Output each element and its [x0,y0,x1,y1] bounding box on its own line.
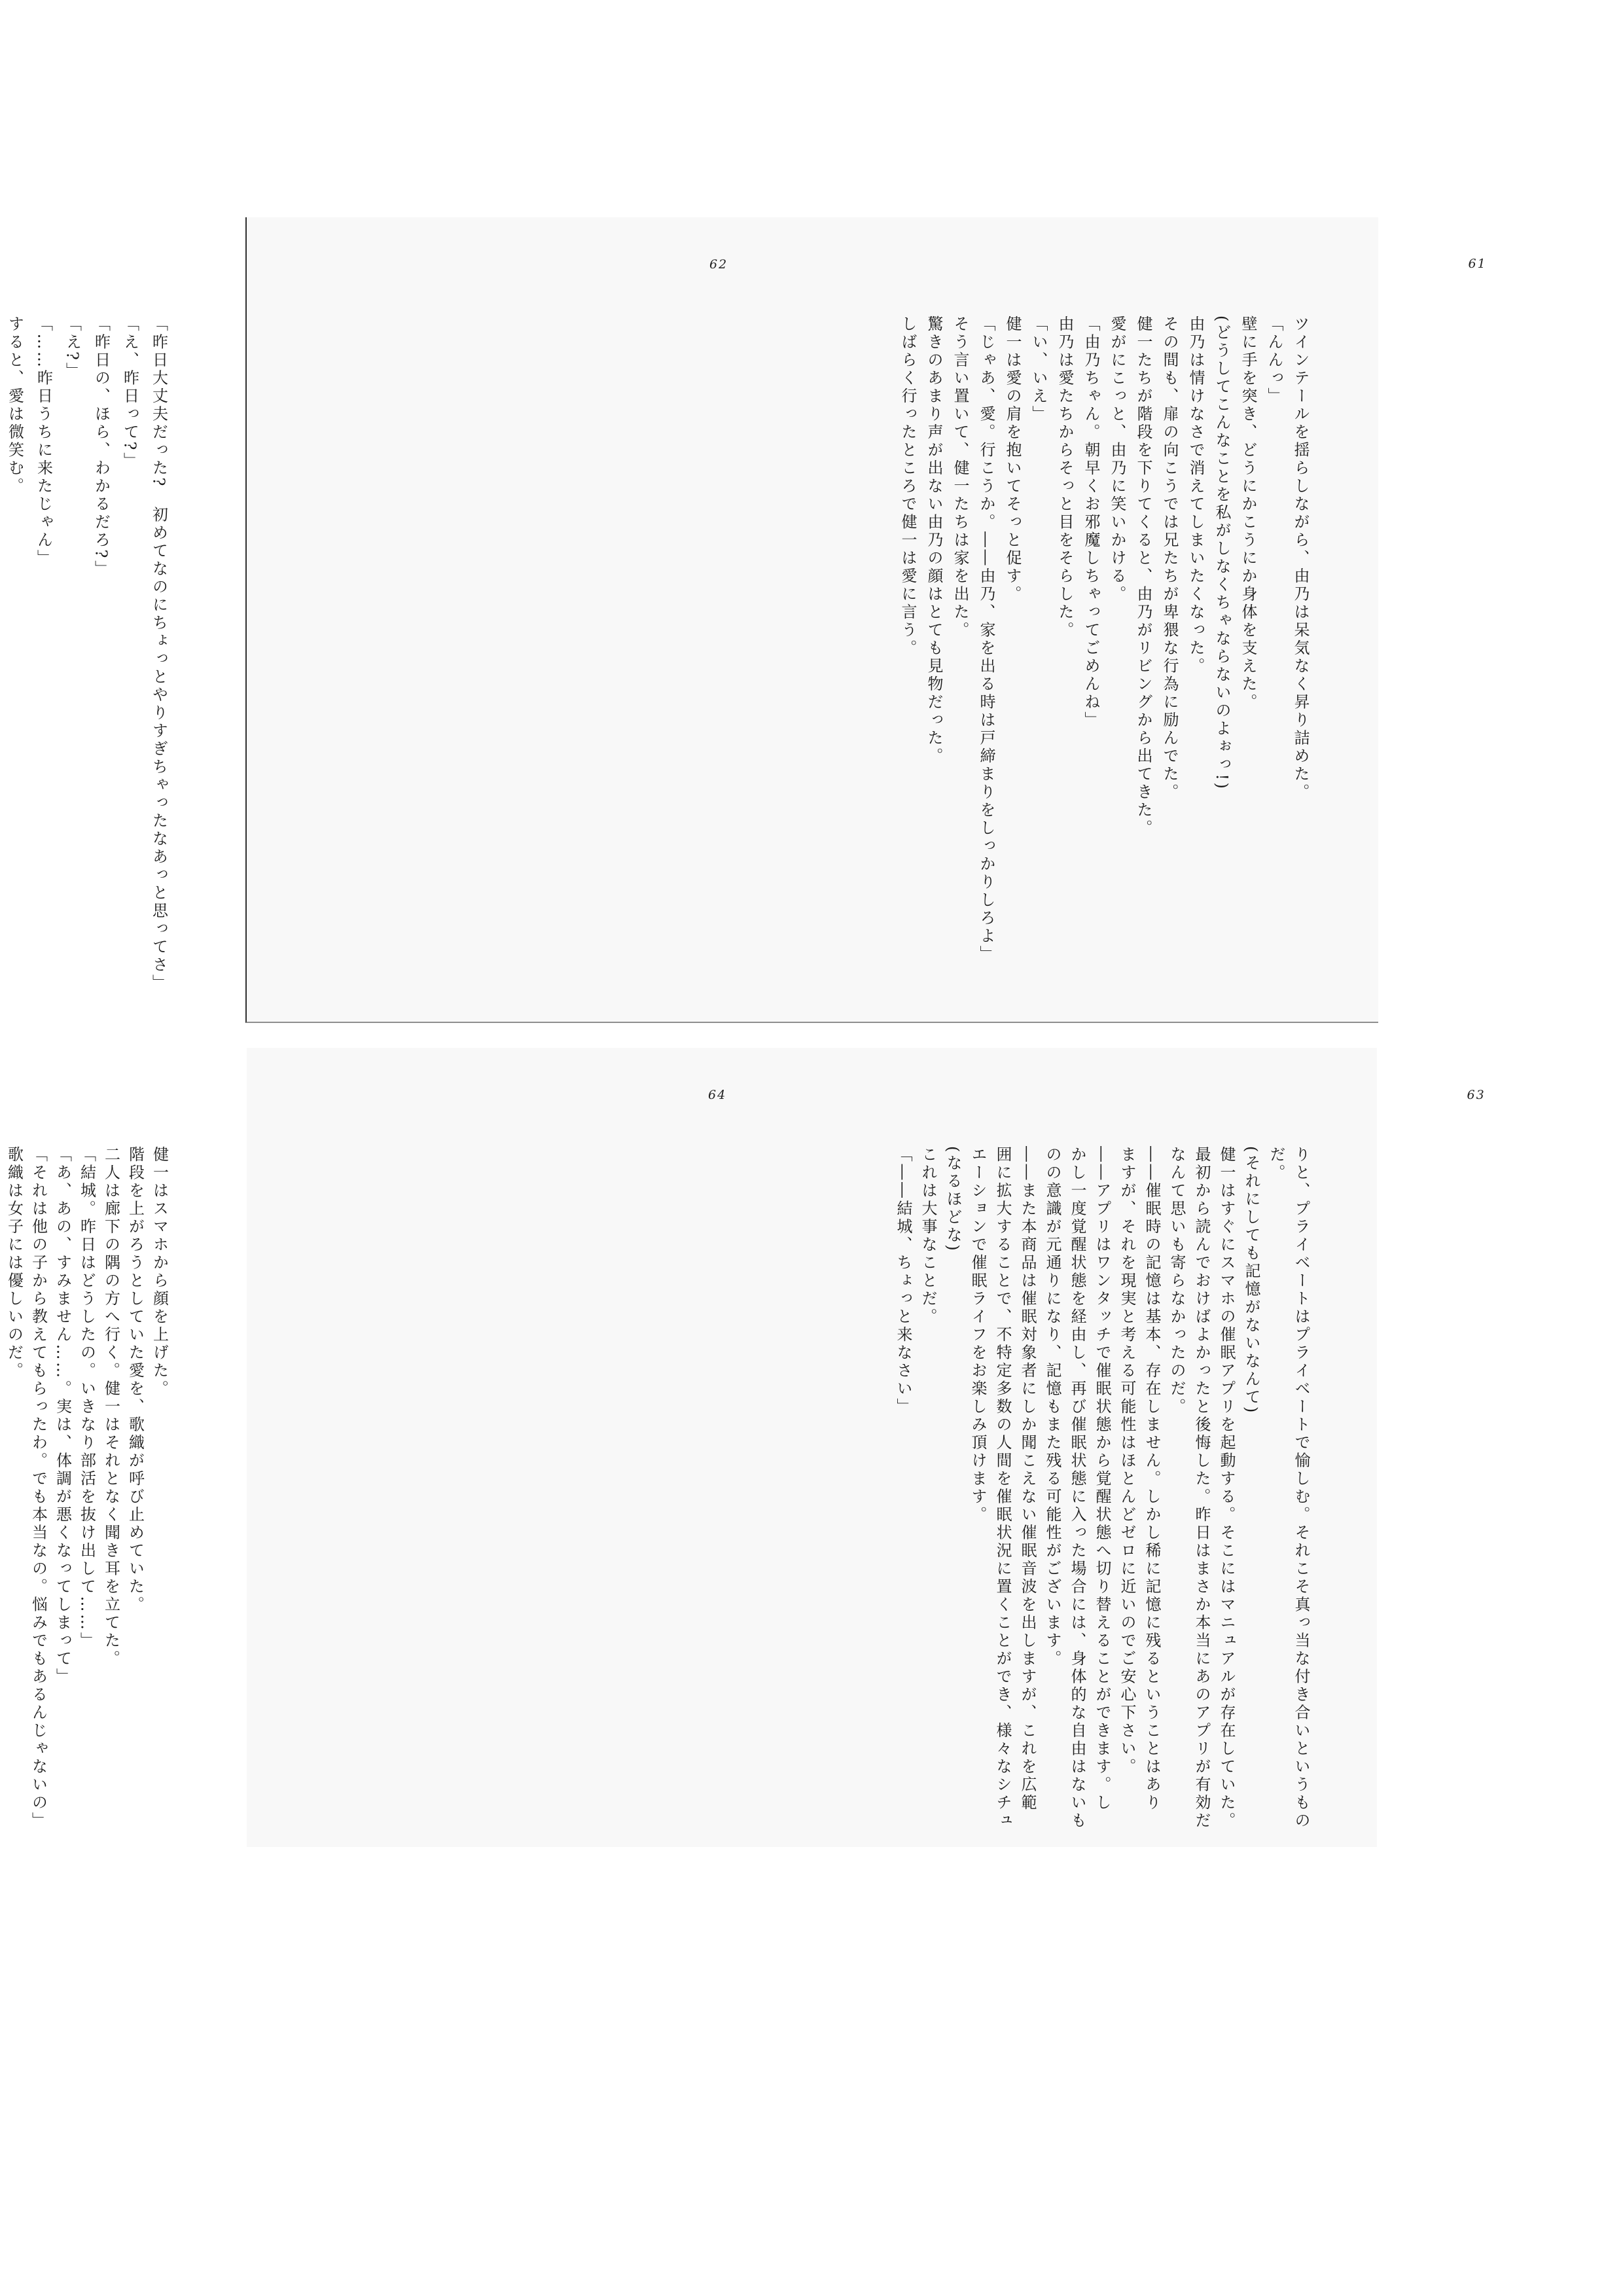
text-column: 「じゃあ、愛。行こうか。――由乃、家を出る時は戸締まりをしっかりしろよ」 [977,315,995,963]
text-column: 由乃は愛たちからそっと目をそらした。 [1056,315,1074,639]
text-column: これは大事なことだ。 [919,1146,937,1326]
text-column: 「んんっ」 [1265,315,1283,406]
text-column: エーションで催眠ライフをお楽しみ頂けます。 [969,1146,987,1524]
text-column: りと、プライベートはプライベートで愉しむ。それこそ真っ当な付き合いというもの [1292,1146,1310,1830]
text-column: しばらく行ったところで健一は愛に言う。 [899,315,917,658]
text-column: 「由乃ちゃん。朝早くお邪魔しちゃってごめんね」 [1082,315,1100,730]
text-column: ――アプリはワンタッチで催眠状態から覚醒状態へ切り替えることができます。し [1093,1146,1111,1812]
text-column: 階段を上がろうとしていた愛を、歌織が呼び止めていた。 [126,1146,145,1614]
text-column: 最初から読んでおけばよかったと後悔した。昨日はまさか本当にあのアプリが有効だ [1192,1146,1211,1830]
text-block [895,315,1313,1001]
text-column: 囲に拡大することで、不特定多数の人間を催眠状況に置くことができ、様々なシチュ [993,1146,1012,1830]
page-scan-top [5,217,1487,1023]
book-page-63 [812,1048,1486,1847]
book-page-64 [5,1048,812,1847]
text-column: 健一はスマホから顔を上げた。 [150,1146,169,1398]
text-column [0,1146,2,1832]
page-number: 64 [708,1088,727,1102]
text-column: ――また本商品は催眠対象者にしか聞こえない催眠音波を出しますが、これを広範 [1018,1146,1037,1812]
text-column: 「え、昨日って?」 [120,315,139,471]
text-column: 「それは他の子から教えてもらったわ。でも本当なの。悩みでもあるんじゃないの」 [29,1146,48,1830]
text-column: 「え?」 [63,315,82,380]
text-column: 「昨日の、ほら、わかるだろ?」 [92,315,111,579]
text-column: なんて思いも寄らなかったのだ。 [1168,1146,1186,1416]
text-column: その間も、扉の向こうでは兄たちが卑猥な行為に励んでた。 [1160,315,1179,802]
text-column: ――催眠時の記憶は基本、存在しません。しかし稀に記憶に残るということはあり [1143,1146,1161,1812]
text-column: 壁に手を突き、どうにかこうにか身体を支えた。 [1239,315,1257,711]
text-block [891,1146,1313,1832]
text-column: 「あ、あの、すみません……。実は、体調が悪くなってしまって」 [53,1146,72,1686]
text-column: 「……昨日うちに来たじゃん」 [34,315,53,567]
text-column: (なるほどな) [944,1146,962,1253]
text-column: かし一度覚醒状態を経由し、再び催眠状態に入った場合には、身体的な自由はないも [1068,1146,1086,1830]
text-column: 健一は愛の肩を抱いてそっと促す。 [1003,315,1022,603]
text-column: すると、愛は微笑む。 [5,315,24,495]
text-column: (それにしても記憶がないなんて) [1242,1146,1260,1415]
text-column: 歌織は女子には優しいのだ。 [5,1146,24,1380]
text-column: そう言い置いて、健一たちは家を出た。 [951,315,969,639]
book-page-61 [813,217,1487,1022]
text-column: 「昨日大丈夫だった? 初めてなのにちょっとやりすぎちゃったなあっと思ってさ」 [149,315,168,992]
book-page-62 [5,217,813,1022]
text-column: 由乃は情けなさで消えてしまいたくなった。 [1186,315,1205,675]
text-column: 健一たちが階段を下りてくると、由乃がリビングから出てきた。 [1134,315,1152,838]
text-column: 「――結城、ちょっと来なさい」 [894,1146,912,1416]
text-column: ツインテールを揺らしながら、由乃は呆気なく昇り詰めた。 [1291,315,1310,802]
text-block [0,315,173,1001]
text-column: (どうしてこんなことを私がしなくちゃならないのよぉっ!) [1213,315,1231,791]
text-column: 驚きのあまり声が出ない由乃の顔はとても見物だった。 [925,315,943,766]
text-column: 二人は廊下の隅の方へ行く。健一はそれとなく聞き耳を立てた。 [101,1146,120,1668]
page-number: 62 [709,257,728,272]
page-number: 61 [1468,257,1487,271]
text-column: だ。 [1267,1146,1285,1182]
text-column: 「結城。昨日はどうしたの。いきなり部活を抜け出して……」 [77,1146,96,1650]
text-column: 健一はすぐにスマホの催眠アプリを起動する。そこにはマニュアルが存在していた。 [1217,1146,1236,1830]
text-column: 「い、いえ」 [1029,315,1048,423]
text-column [0,315,1,1001]
text-column: ますが、それを現実と考える可能性はほとんどゼロに近いのでご安心下さい。 [1118,1146,1136,1776]
text-column: のの意識が元通りになり、記憶もまた残る可能性がございます。 [1043,1146,1061,1668]
page-scan-bottom [5,1048,1486,1847]
text-column: 愛がにこっと、由乃に笑いかける。 [1108,315,1126,603]
text-block [0,1146,171,1832]
page-number: 63 [1467,1088,1486,1102]
